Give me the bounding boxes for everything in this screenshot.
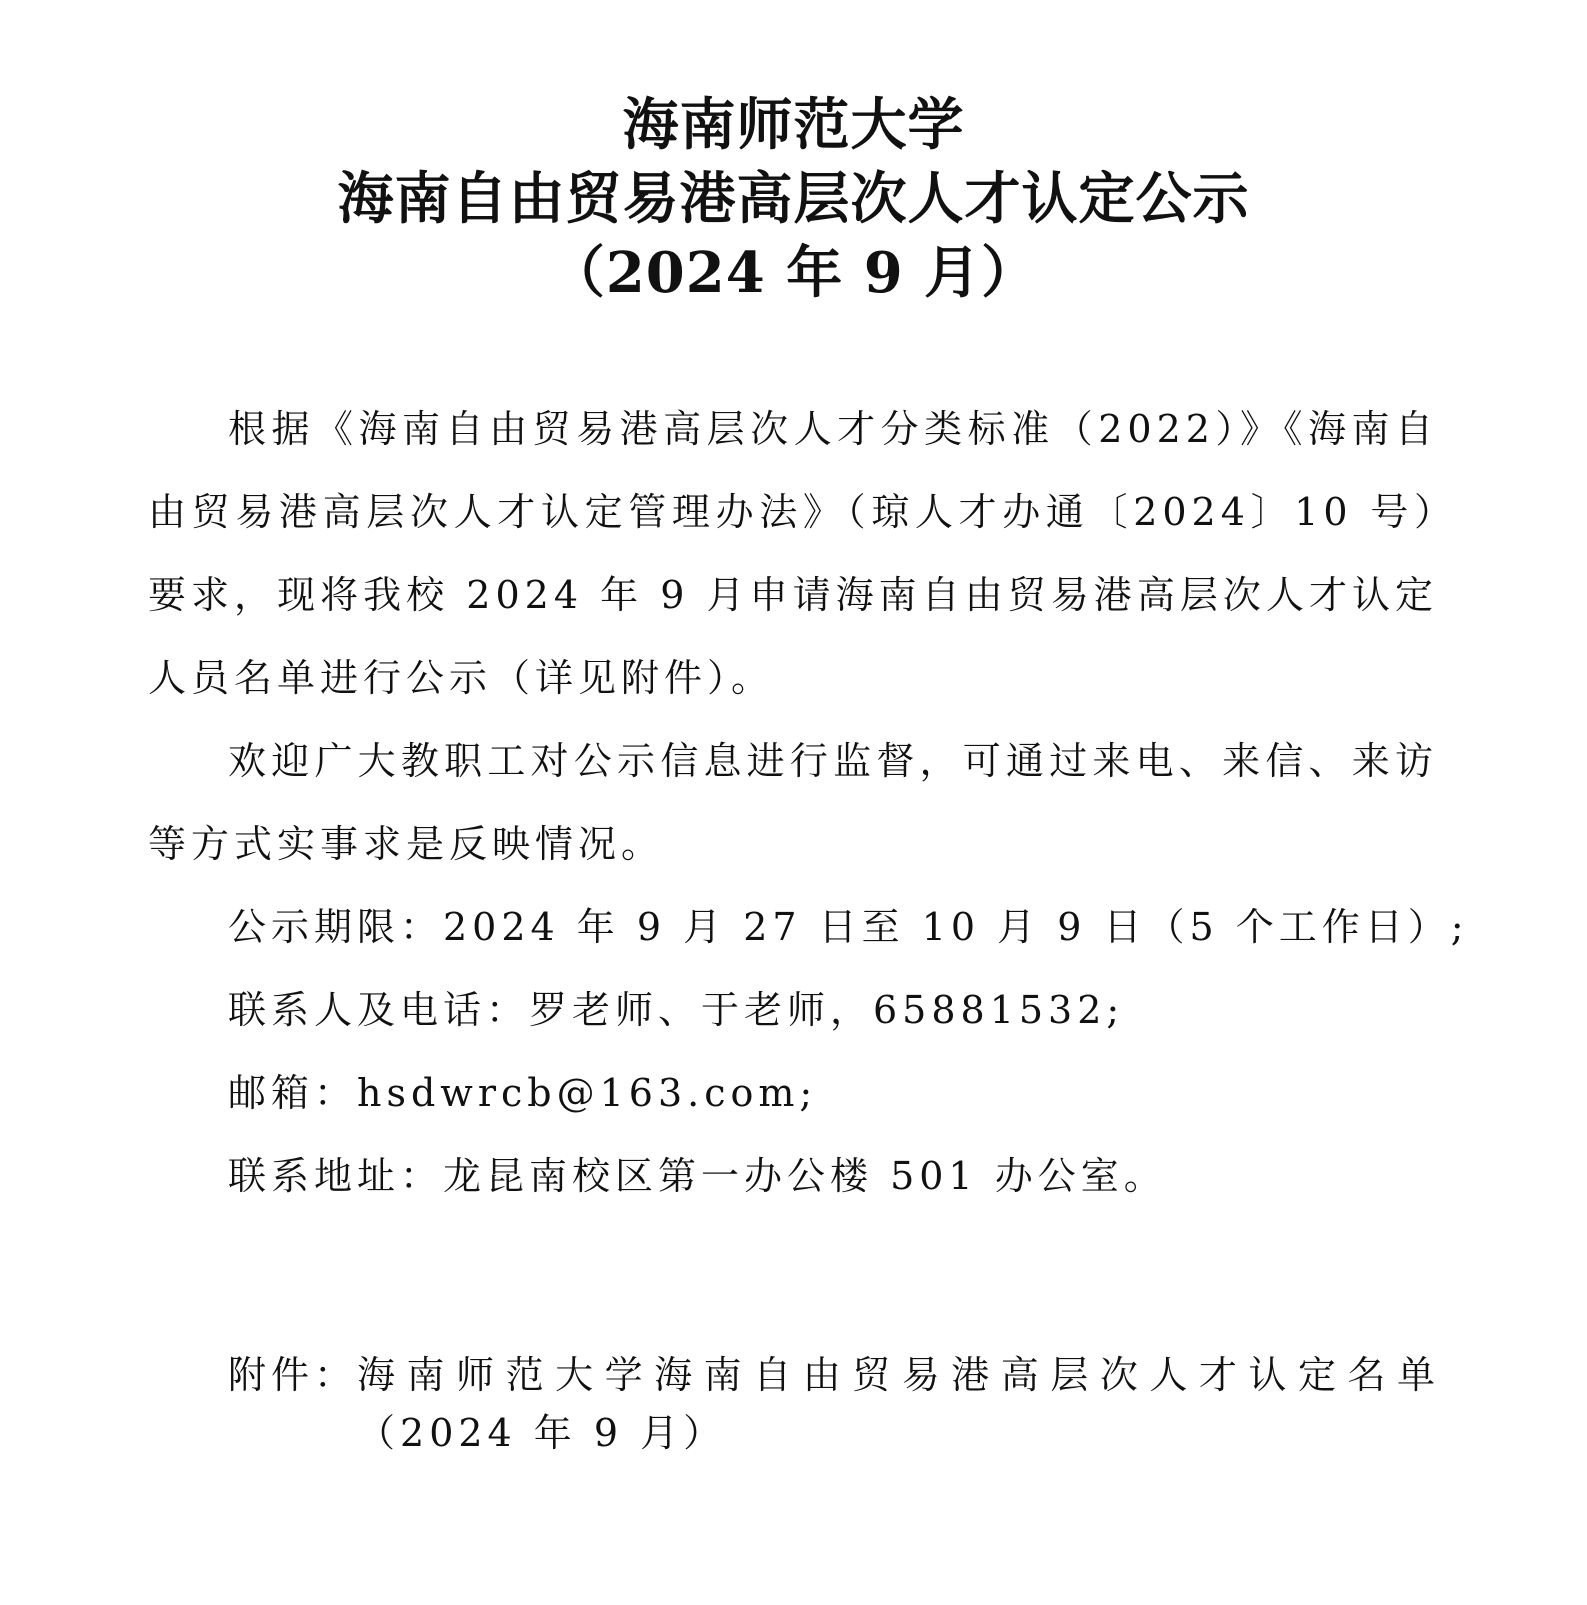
notice-body — [148, 388, 1469, 1218]
contact-phone: 联系人及电话：罗老师、于老师，65881532; — [228, 988, 1125, 1032]
title-university: 海南师范大学 — [622, 92, 965, 158]
paragraph-supervision: 欢迎广大教职工对公示信息进行监督，可通过来电、来信、来访等方式实事求是反映情况。 — [148, 739, 1438, 866]
attachment-label: 附件： — [228, 1353, 358, 1397]
title-notice: 海南自由贸易港高层次人才认定公示 — [337, 166, 1250, 232]
attachment — [228, 1346, 1440, 1462]
title-block — [0, 88, 1587, 310]
attachment-title: 海南师范大学海南自由贸易港高层次人才认定名单（2024 年 9 月） — [357, 1353, 1440, 1455]
contact-address: 联系地址：龙昆南校区第一办公楼 501 办公室。 — [228, 1154, 1167, 1198]
paragraph-basis: 根据《海南自由贸易港高层次人才分类标准（2022）》《海南自由贸易港高层次人才认定管理办法》（琼人才办通〔2024〕10 号）要求，现将我校 2024 年 9 月申请海南自由贸易港高层次人才认定人员名单进行公示（详见附件）。 — [148, 407, 1438, 700]
title-date: （2024 年 9 月） — [548, 240, 1039, 306]
contact-email: 邮箱：hsdwrcb@163.com; — [228, 1071, 818, 1115]
publicity-period: 公示期限：2024 年 9 月 27 日至 10 月 9 日（5 个工作日）; — [228, 905, 1469, 949]
